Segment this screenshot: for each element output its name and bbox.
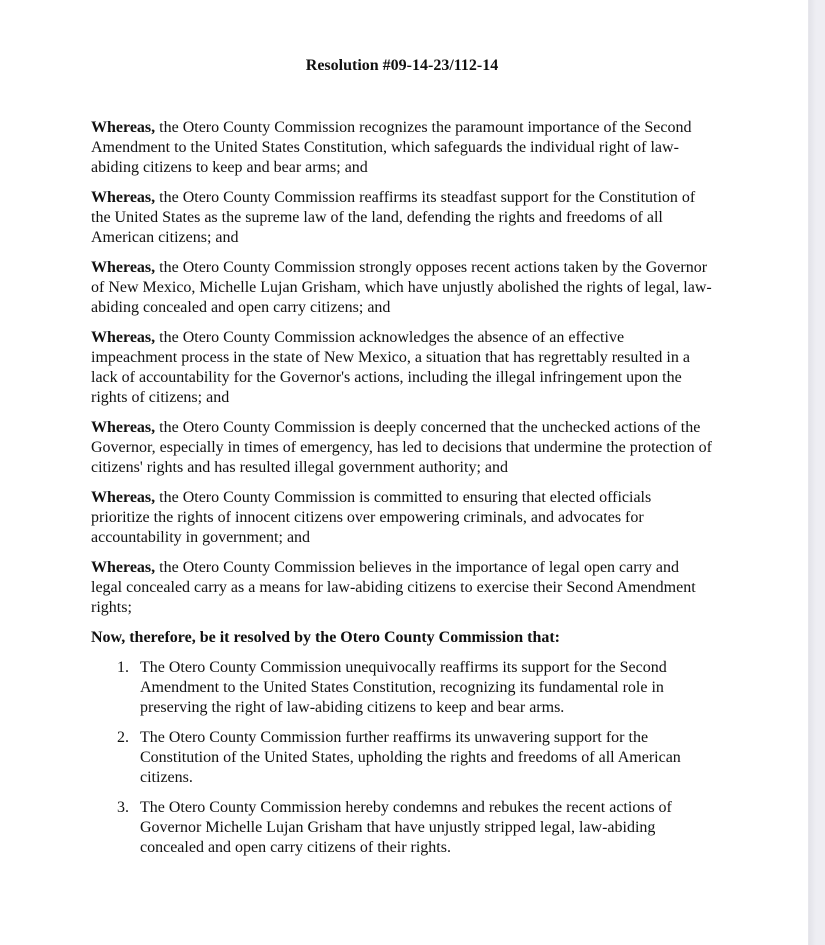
right-gutter xyxy=(808,0,825,945)
whereas-body: the Otero County Commission is deeply concerned that the unchecked actions of the Governor, especially in times of emergency, has led to decisions that undermine the protection of citizens' rights and has resulted illegal government authority; and xyxy=(91,419,712,476)
whereas-paragraph-4 xyxy=(91,328,713,408)
whereas-lead: Whereas, xyxy=(91,259,156,276)
whereas-paragraph-2 xyxy=(91,188,713,248)
whereas-body: the Otero County Commission reaffirms its steadfast support for the Constitution of the United States as the supreme law of the land, defending the rights and freedoms of all American citizens; and xyxy=(91,189,696,246)
whereas-body: the Otero County Commission recognizes the paramount importance of the Second Amendment to the United States Constitution, which safeguards the individual right of law-abiding citizens to keep and bear arms; and xyxy=(91,119,692,176)
resolution-item-1 xyxy=(91,658,713,718)
resolved-heading: Now, therefore, be it resolved by the Otero County Commission that: xyxy=(91,629,560,646)
whereas-lead: Whereas, xyxy=(91,489,156,506)
resolution-number: 3. xyxy=(117,799,129,816)
document-title: Resolution #09-14-23/112-14 xyxy=(305,57,499,74)
whereas-lead: Whereas, xyxy=(91,419,156,436)
whereas-paragraph-1 xyxy=(91,118,713,178)
whereas-paragraph-3 xyxy=(91,258,713,318)
resolution-number: 2. xyxy=(117,729,129,746)
resolution-text: The Otero County Commission further reaffirms its unwavering support for the Constitution of the United States, upholding the rights and freedoms of all American citizens. xyxy=(140,729,681,786)
whereas-paragraph-5 xyxy=(91,418,713,478)
whereas-body: the Otero County Commission is committed to ensuring that elected officials prioritize the rights of innocent citizens over empowering criminals, and advocates for accountability in government; and xyxy=(91,489,652,546)
whereas-lead: Whereas, xyxy=(91,559,156,576)
whereas-lead: Whereas, xyxy=(91,189,156,206)
resolution-text: The Otero County Commission hereby condemns and rebukes the recent actions of Governor Michelle Lujan Grisham that have unjustly stripped legal, law-abiding concealed and open carry citizens of their rights. xyxy=(140,799,672,856)
whereas-paragraph-7 xyxy=(91,558,713,618)
whereas-body: the Otero County Commission strongly opposes recent actions taken by the Governor of New Mexico, Michelle Lujan Grisham, which have unjustly abolished the rights of legal, law-abiding concealed and open carry citizens; and xyxy=(91,259,712,316)
whereas-lead: Whereas, xyxy=(91,119,156,136)
whereas-body: the Otero County Commission believes in the importance of legal open carry and legal concealed carry as a means for law-abiding citizens to exercise their Second Amendment rights; xyxy=(91,559,696,616)
resolution-item-2 xyxy=(91,728,713,788)
resolution-number: 1. xyxy=(117,659,129,676)
resolution-text: The Otero County Commission unequivocally reaffirms its support for the Second Amendment to the United States Constitution, recognizing its fundamental role in preserving the right of law-abiding citizens to keep and bear arms. xyxy=(140,659,667,716)
resolution-item-3 xyxy=(91,798,713,858)
whereas-body: the Otero County Commission acknowledges the absence of an effective impeachment process in the state of New Mexico, a situation that has regrettably resulted in a lack of accountability for the Governor's actions, including the illegal infringement upon the rights of citizens; and xyxy=(91,329,690,406)
whereas-paragraph-6 xyxy=(91,488,713,548)
whereas-lead: Whereas, xyxy=(91,329,156,346)
